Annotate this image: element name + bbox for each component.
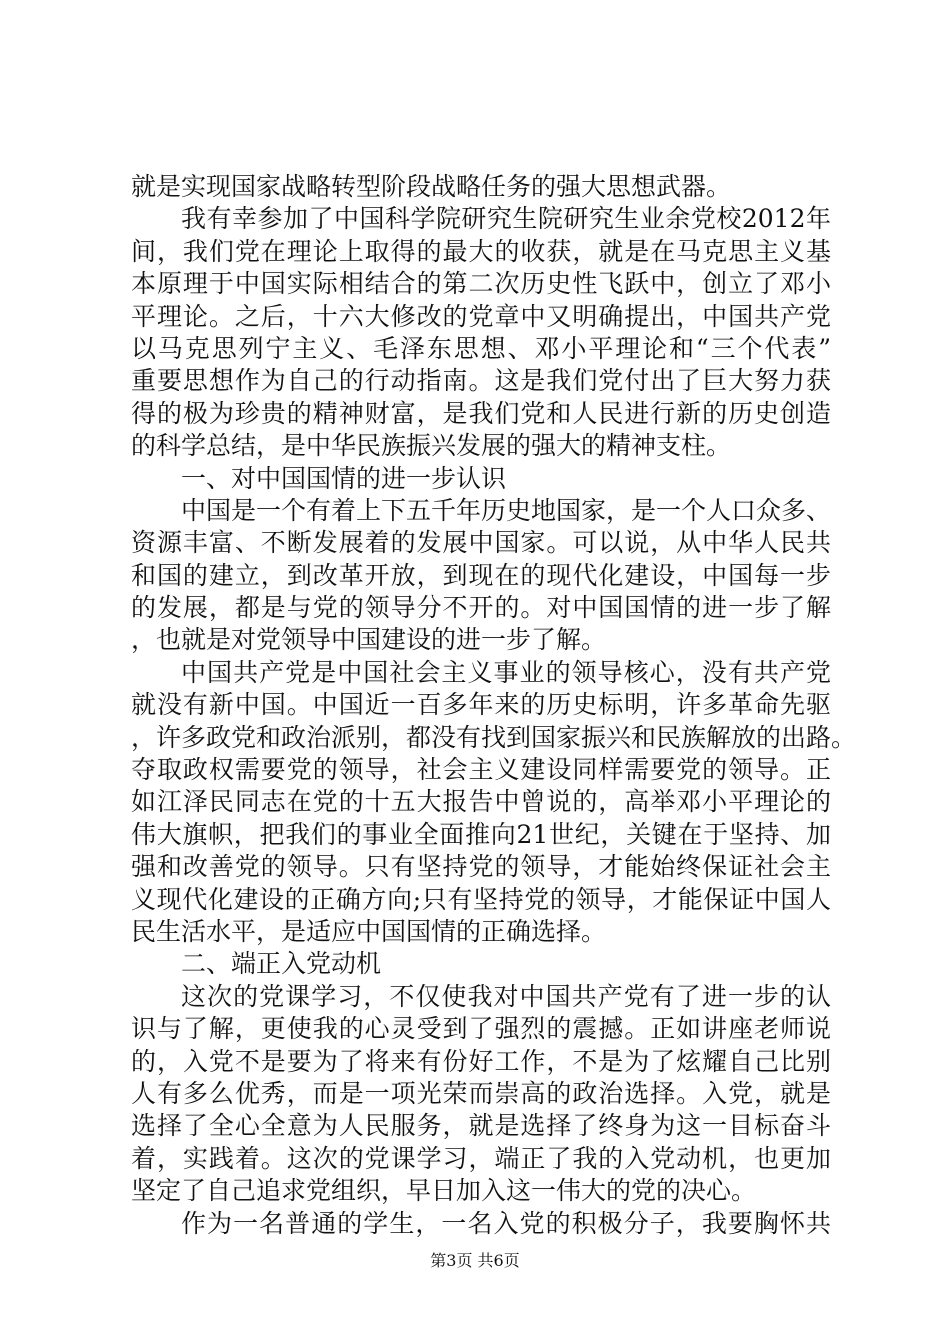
document-body	[131, 171, 857, 1240]
text-line: 着，实践着。这次的党课学习，端正了我的入党动机，也更加	[131, 1143, 831, 1173]
text-line: 二、端正入党动机	[181, 949, 382, 979]
text-line: 这次的党课学习，不仅使我对中国共产党有了进一步的认	[181, 981, 831, 1011]
text-line: 强和改善党的领导。只有坚持党的领导，才能始终保证社会主	[131, 852, 831, 882]
text-line: ，也就是对党领导中国建设的进一步了解。	[131, 625, 607, 655]
text-line: 的科学总结，是中华民族振兴发展的强大的精神支柱。	[131, 431, 732, 461]
text-line: 选择了全心全意为人民服务，就是选择了终身为这一目标奋斗	[131, 1111, 831, 1141]
text-line: 伟大旗帜，把我们的事业全面推向21世纪，关键在于坚持、加	[131, 819, 831, 849]
text-line: 识与了解，更使我的心灵受到了强烈的震撼。正如讲座老师说	[131, 1014, 831, 1044]
text-line: 就是实现国家战略转型阶段战略任务的强大思想武器。	[131, 172, 732, 201]
text-line: 人有多么优秀，而是一项光荣而崇高的政治选择。入党，就是	[131, 1078, 831, 1108]
text-line: 中国是一个有着上下五千年历史地国家，是一个人口众多、	[181, 495, 832, 525]
text-line: 义现代化建设的正确方向;只有坚持党的领导，才能保证中国人	[131, 884, 831, 914]
text-line: 资源丰富、不断发展着的发展中国家。可以说，从中华人民共	[131, 528, 831, 558]
text-line: 坚定了自己追求党组织，早日加入这一伟大的党的决心。	[131, 1176, 757, 1206]
text-line: 我有幸参加了中国科学院研究生院研究生业余党校2012年	[181, 204, 831, 234]
text-line: 一、对中国国情的进一步认识	[181, 463, 507, 493]
text-line: 以马克思列宁主义、毛泽东思想、邓小平理论和“三个代表”	[131, 333, 831, 363]
text-line: 民生活水平，是适应中国国情的正确选择。	[131, 916, 607, 946]
text-line: 平理论。之后，十六大修改的党章中又明确提出，中国共产党	[131, 301, 831, 331]
text-line: 本原理于中国实际相结合的第二次历史性飞跃中，创立了邓小	[131, 269, 831, 299]
text-line: 得的极为珍贵的精神财富，是我们党和人民进行新的历史创造	[131, 398, 831, 428]
text-line: 和国的建立，到改革开放，到现在的现代化建设，中国每一步	[131, 560, 831, 590]
text-line: 夺取政权需要党的领导，社会主义建设同样需要党的领导。正	[131, 755, 831, 785]
page-number-label: 第3页 共6页	[430, 1251, 520, 1270]
text-line: 的，入党不是要为了将来有份好工作，不是为了炫耀自己比别	[131, 1046, 831, 1076]
text-line: 就没有新中国。中国近一百多年来的历史标明，许多革命先驱	[131, 690, 831, 720]
text-line: 重要思想作为自己的行动指南。这是我们党付出了巨大努力获	[131, 366, 831, 396]
text-line: 如江泽民同志在党的十五大报告中曾说的，高举邓小平理论的	[131, 787, 831, 817]
text-line: 的发展，都是与党的领导分不开的。对中国国情的进一步了解	[131, 593, 831, 623]
text-line: 作为一名普通的学生，一名入党的积极分子，我要胸怀共	[181, 1208, 831, 1238]
page-footer	[0, 1248, 950, 1271]
text-line: 中国共产党是中国社会主义事业的领导核心，没有共产党	[181, 657, 831, 687]
text-line: ，许多政党和政治派别，都没有找到国家振兴和民族解放的出路。	[131, 722, 857, 752]
text-line: 间，我们党在理论上取得的最大的收获，就是在马克思主义基	[131, 236, 831, 266]
